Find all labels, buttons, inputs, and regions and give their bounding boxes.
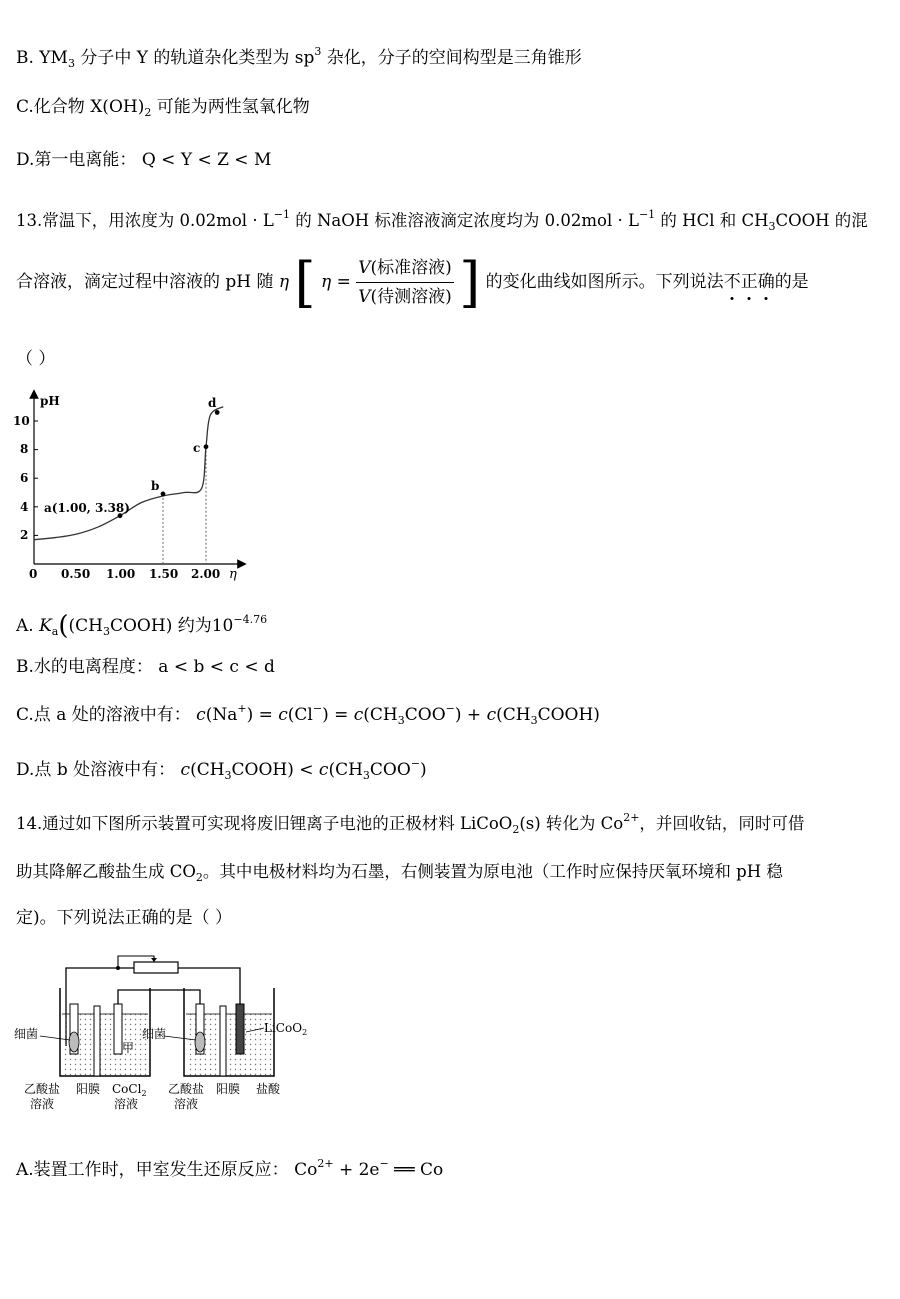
q14-stem-line3: 定)。下列说法正确的是（ ） xyxy=(16,908,233,928)
x-tick-label: 2.00 xyxy=(191,567,221,581)
eta-fraction: $\frac{\text{V(标准溶液)}}{\text{V(待测溶液)}}$ xyxy=(356,255,454,310)
hcl-label: 盐酸 xyxy=(256,1082,281,1096)
licoo2-electrode xyxy=(236,1004,244,1054)
acetate-label-right-1: 乙酸盐 xyxy=(168,1082,205,1096)
q12-option-b: B. $YM_3$ 分子中 Y 的轨道杂化类型为 $sp^3$ 杂化，分子的空间构型是三角锥形 xyxy=(16,45,582,70)
x-tick-label: 0.50 xyxy=(61,567,91,581)
q13-stem-line1: 13.常温下，用浓度为 $0.02mol \cdot L^{-1}$ 的 NaOH 标准溶液滴定浓度均为 $0.02mol \cdot L^{-1}$ 的 HCl 和 $CH_3COOH$ 的混 xyxy=(16,208,868,233)
licoo2-label: LiCoO$_2$ xyxy=(264,1021,308,1037)
x-tick-label: 1.00 xyxy=(106,567,136,581)
q13-answer-paren: （ ） xyxy=(16,349,56,369)
q12-option-c: C.化合物 $X(OH)_2$ 可能为两性氢氧化物 xyxy=(16,97,310,119)
q14-stem-line1: 14.通过如下图所示装置可实现将废旧锂离子电池的正极材料 LiCoO$_2$(s) 转化为 $Co^{2+}$，并回收钴，同时可借 xyxy=(16,811,805,836)
acetate-label-left-1: 乙酸盐 xyxy=(24,1082,61,1096)
rheostat xyxy=(134,962,178,973)
jia-label: 甲 xyxy=(122,1041,135,1055)
data-point xyxy=(161,492,166,497)
q13-option-a: A. $K_a((CH_3COOH)$ 约为$10^{-4.76}$ xyxy=(16,611,268,641)
q13-option-d: D.点 b 处溶液中有： $c(CH_3COOH) < c(CH_3COO^-)$ xyxy=(16,757,427,782)
y-tick-label: 4 xyxy=(20,500,29,514)
data-point xyxy=(204,444,209,449)
left-membrane xyxy=(94,1006,100,1076)
membrane-label-right: 阳膜 xyxy=(216,1082,241,1096)
acetate-label-left-2: 溶液 xyxy=(30,1097,55,1111)
q13-stem-line2: 合溶液，滴定过程中溶液的 pH 随 η [ η = $\frac{\text{V(标准溶液)}}{\text{V(待测溶液)}}$ ] 的变化曲线如图所示。下列说法不正确的是 xyxy=(16,250,809,314)
q12-option-d: D.第一电离能： Q < Y < Z < M xyxy=(16,150,272,170)
bacteria-label-left: 细菌 xyxy=(14,1027,39,1041)
point-d-label: d xyxy=(208,396,217,410)
q13-option-c: C.点 a 处的溶液中有： $c(Na^+) = c(Cl^-) = c(CH_3COO^-)$ + $c(CH_3COOH)$ xyxy=(16,702,600,727)
y-tick-label: 8 xyxy=(20,442,29,456)
left-bacteria xyxy=(69,1032,79,1052)
y-tick-label: 10 xyxy=(13,414,30,428)
left-bracket: [ xyxy=(294,250,316,314)
x-axis-label: η xyxy=(229,567,237,582)
x-tick-label: 0 xyxy=(29,567,38,581)
point-b-label: b xyxy=(151,479,160,493)
jia-electrode xyxy=(114,1004,122,1054)
data-point xyxy=(215,410,220,415)
point-a-label: a(1.00, 3.38) xyxy=(44,501,130,515)
cocl2-label-2: 溶液 xyxy=(114,1097,139,1111)
membrane-label-left: 阳膜 xyxy=(76,1082,101,1096)
point-c-label: c xyxy=(193,441,201,455)
y-axis-label: pH xyxy=(40,394,60,408)
bacteria-label-right: 细菌 xyxy=(142,1027,167,1041)
x-tick-label: 1.50 xyxy=(149,567,179,581)
q13-option-b: B.水的电离程度： a < b < c < d xyxy=(16,657,275,677)
y-tick-label: 2 xyxy=(20,528,29,542)
right-bracket: ] xyxy=(459,250,481,314)
q14-option-a: A.装置工作时，甲室发生还原反应： $Co^{2+} + 2e^-$ ══ Co xyxy=(16,1157,444,1180)
cocl2-label: CoCl$_2$ xyxy=(112,1082,147,1098)
acetate-label-right-2: 溶液 xyxy=(174,1097,199,1111)
q14-stem-line2: 助其降解乙酸盐生成 $CO_2$。其中电极材料均为石墨，右侧装置为原电池（工作时应保持厌氧环境和 pH 稳 xyxy=(16,862,783,884)
ph-titration-chart xyxy=(10,388,250,584)
electrochemical-apparatus-diagram xyxy=(14,948,314,1113)
right-membrane xyxy=(220,1006,226,1076)
right-bacteria xyxy=(195,1032,205,1052)
ph-curve xyxy=(34,407,223,540)
y-tick-label: 6 xyxy=(20,471,29,485)
